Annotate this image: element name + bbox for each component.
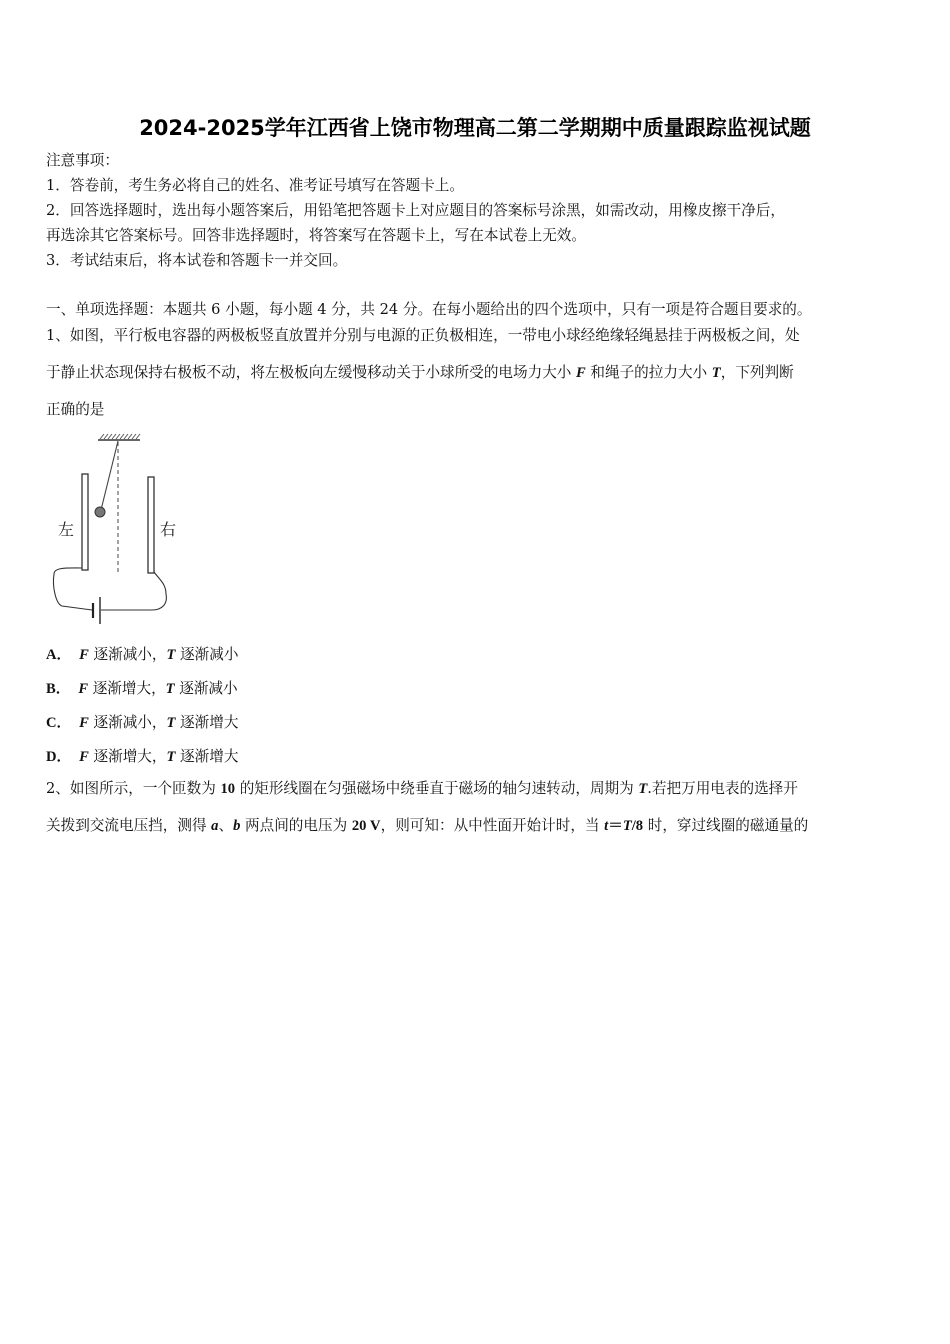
option-text: 逐渐增大 (175, 714, 239, 731)
option-letter: B． (46, 681, 71, 697)
var-T: T (622, 818, 632, 834)
q2-text: 的矩形线圈在匀强磁场中绕垂直于磁场的轴匀速转动，周期为 (235, 780, 639, 797)
option-d (46, 745, 238, 766)
var-t: t (604, 818, 609, 834)
option-letter: D． (46, 749, 72, 765)
q1-text: ，下列判断 (720, 364, 794, 381)
q1-stem-line-1: 1、如图，平行板电容器的两极板竖直放置并分别与电源的正负极相连，一带电小球经绝缘轻绳悬挂于两极板之间，处 (46, 327, 800, 344)
option-c (46, 711, 238, 732)
var-T: T (166, 749, 176, 765)
section-heading: 一、单项选择题：本题共 6 小题，每小题 4 分，共 24 分。在每小题给出的四个选项中，只有一项是符合题目要求的。 (46, 301, 812, 318)
voltage-value: 20 V (351, 818, 381, 834)
option-text: 逐渐减小， (88, 646, 167, 663)
turns-value: 10 (220, 781, 236, 797)
option-text: 逐渐增大， (88, 680, 166, 697)
notice-item-2-cont: 再选涂其它答案标号。回答非选择题时，将答案写在答题卡上，写在本试卷上无效。 (46, 227, 586, 244)
notice-item-2: 2．回答选择题时，选出每小题答案后，用铅笔把答题卡上对应题目的答案标号涂黑，如需改动，用橡皮擦干净后， (46, 202, 785, 219)
q2-text: 2、如图所示，一个匝数为 (46, 780, 221, 797)
var-F: F (79, 715, 89, 731)
q2-stem-line-2 (46, 816, 808, 836)
var-T: T (165, 681, 175, 697)
q2-stem-line-1 (46, 779, 798, 799)
q2-text: 关拨到交流电压挡，测得 (46, 817, 212, 834)
q2-text: .若把万用电表的选择开 (647, 780, 798, 797)
var-b: b (233, 818, 241, 834)
left-plate-label: 左 (58, 520, 75, 539)
document-title: 2024-2025学年江西省上饶市物理高二第二学期期中质量跟踪监视试题 (139, 116, 811, 140)
capacitor-pendulum-diagram (48, 432, 198, 627)
option-b (46, 677, 238, 698)
q2-text: 时，穿过线圈的磁通量的 (643, 817, 809, 834)
q1-stem-line-2 (46, 363, 794, 383)
option-letter: C． (46, 715, 72, 731)
var-F: F (79, 647, 89, 663)
option-text: 逐渐减小， (88, 714, 167, 731)
option-a (46, 643, 238, 664)
notice-item-1: 1．答卷前，考生务必将自己的姓名、准考证号填写在答题卡上。 (46, 177, 464, 194)
var-T: T (166, 647, 176, 663)
q1-text: 和绳子的拉力大小 (585, 364, 712, 381)
q2-text: 两点间的电压为 (240, 817, 352, 834)
option-text: 逐渐增大 (175, 748, 239, 765)
notice-heading: 注意事项： (46, 152, 119, 169)
option-letter: A． (46, 647, 72, 663)
option-text: 逐渐增大， (88, 748, 167, 765)
var-F: F (79, 749, 89, 765)
right-plate-label: 右 (160, 520, 177, 539)
fraction-part: /8 (631, 818, 644, 834)
q1-stem-line-3: 正确的是 (46, 401, 105, 418)
option-text: 逐渐减小 (174, 680, 238, 697)
var-F: F (78, 681, 89, 697)
q2-text: 、 (218, 817, 234, 834)
var-a: a (211, 818, 219, 834)
var-F: F (576, 365, 586, 381)
var-T: T (638, 781, 648, 797)
option-text: 逐渐减小 (175, 646, 239, 663)
var-T: T (711, 365, 721, 381)
equals-sign: ＝ (608, 818, 623, 834)
q1-text: 于静止状态现保持右极板不动，将左极板向左缓慢移动关于小球所受的电场力大小 (46, 364, 577, 381)
notice-item-3: 3．考试结束后，将本试卷和答题卡一并交回。 (46, 252, 348, 269)
var-T: T (166, 715, 176, 731)
q2-text: ，则可知：从中性面开始计时，当 (380, 817, 605, 834)
